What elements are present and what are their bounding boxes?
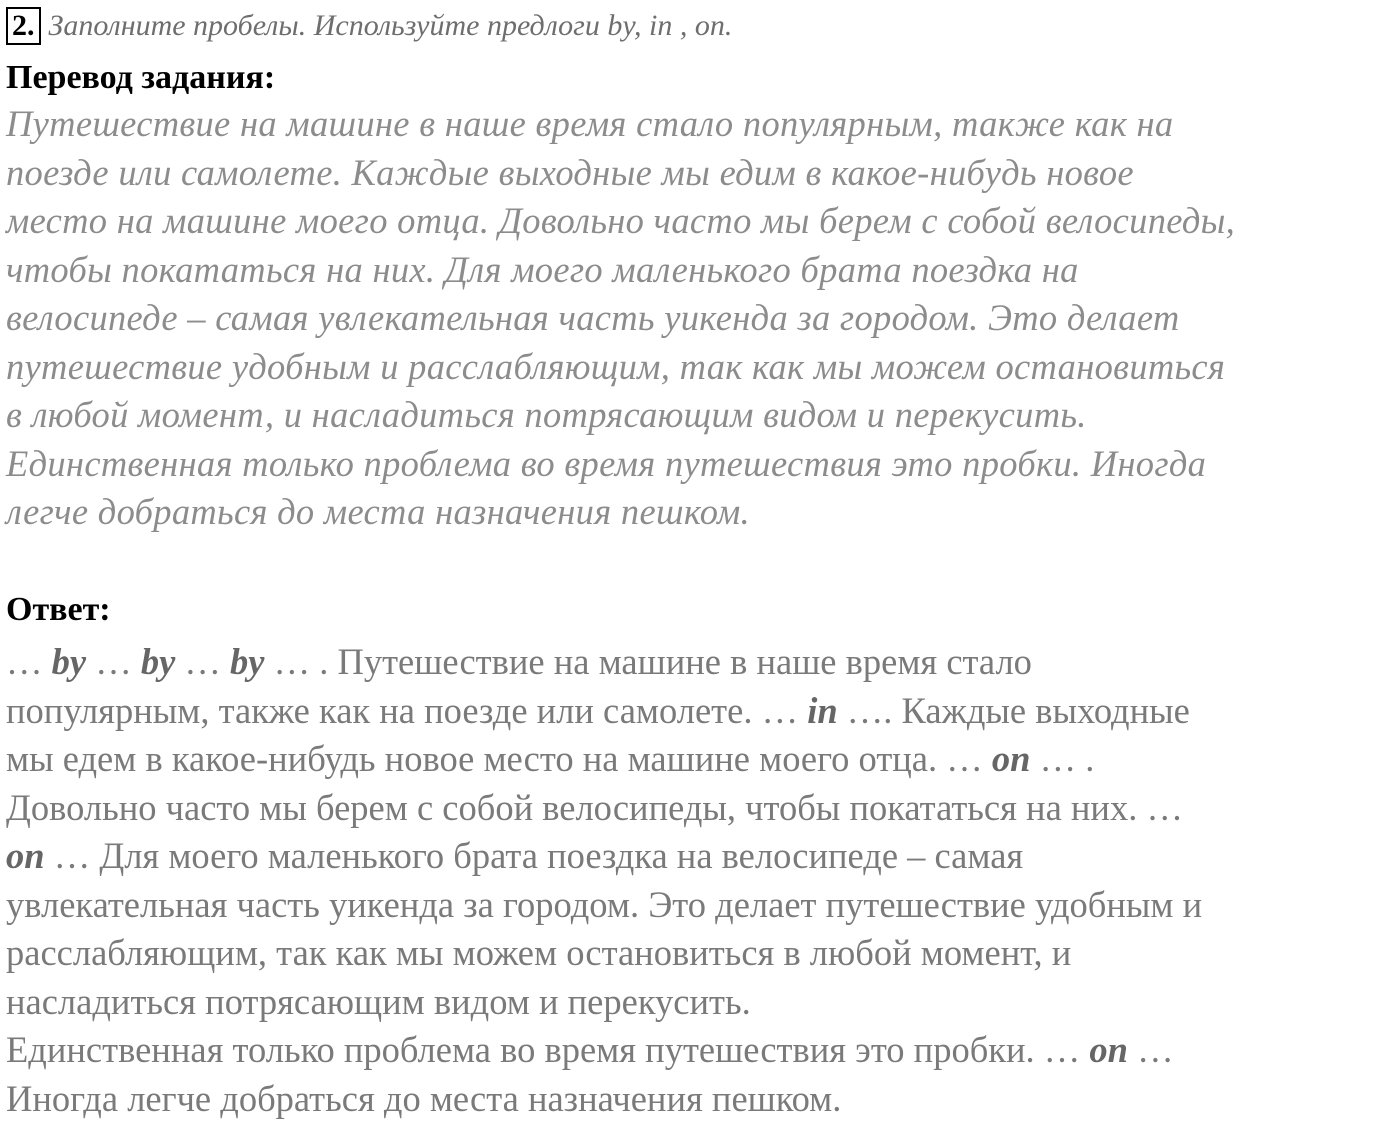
translation-line: Путешествие на машине в наше время стало популярным, также как на	[6, 100, 1398, 149]
answer-heading: Ответ:	[6, 590, 111, 630]
answer-line	[6, 1075, 1398, 1123]
answer-line	[6, 978, 1398, 1027]
answer-text	[6, 638, 1398, 1123]
answer-text-segment: Единственная только проблема во время путешествия это пробки. …	[6, 1029, 1089, 1070]
task-instruction: Заполните пробелы. Используйте предлоги by, in , on.	[49, 9, 733, 43]
answer-line	[6, 929, 1398, 978]
answer-preposition: by	[52, 641, 86, 682]
answer-preposition: by	[141, 641, 175, 682]
translation-line: чтобы покататься на них. Для моего маленького брата поездка на	[6, 246, 1398, 295]
task-header	[6, 6, 732, 46]
answer-line	[6, 881, 1398, 930]
translation-line: в любой момент, и насладиться потрясающим видом и перекусить.	[6, 391, 1398, 440]
answer-preposition: by	[230, 641, 264, 682]
answer-line	[6, 832, 1398, 881]
translation-line: велосипеде – самая увлекательная часть уикенда за городом. Это делает	[6, 294, 1398, 343]
answer-text-segment: мы едем в какое-нибудь новое место на машине моего отца. …	[6, 738, 992, 779]
answer-text-segment: …	[6, 641, 52, 682]
task-number: 2.	[6, 7, 41, 45]
answer-text-segment: …	[175, 641, 230, 682]
answer-text-segment: … . Путешествие на машине в наше время стало	[264, 641, 1031, 682]
translation-heading: Перевод задания:	[6, 58, 275, 98]
translation-line: поезде или самолете. Каждые выходные мы едим в какое-нибудь новое	[6, 149, 1398, 198]
translation-line: Единственная только проблема во время путешествия это пробки. Иногда	[6, 440, 1398, 489]
answer-text-segment: Иногда легче добраться до места назначения пешком.	[6, 1078, 841, 1119]
answer-text-segment: Довольно часто мы берем с собой велосипеды, чтобы покататься на них. …	[6, 787, 1183, 828]
answer-line	[6, 638, 1398, 687]
answer-text-segment: насладиться потрясающим видом и перекусить.	[6, 981, 751, 1022]
answer-line	[6, 784, 1398, 833]
answer-line	[6, 735, 1398, 784]
answer-text-segment: увлекательная часть уикенда за городом. Это делает путешествие удобным и	[6, 884, 1202, 925]
answer-preposition: in	[807, 690, 837, 731]
answer-line	[6, 687, 1398, 736]
answer-text-segment: расслабляющим, так как мы можем остановиться в любой момент, и	[6, 932, 1071, 973]
translation-line: место на машине моего отца. Довольно часто мы берем с собой велосипеды,	[6, 197, 1398, 246]
answer-line	[6, 1026, 1398, 1075]
answer-text-segment: … .	[1030, 738, 1094, 779]
answer-text-segment: …	[1128, 1029, 1174, 1070]
translation-line: путешествие удобным и расслабляющим, так как мы можем остановиться	[6, 343, 1398, 392]
answer-text-segment: …. Каждые выходные	[838, 690, 1190, 731]
answer-preposition: on	[6, 835, 45, 876]
answer-text-segment: … Для моего маленького брата поездка на велосипеде – самая	[45, 835, 1024, 876]
answer-text-segment: …	[86, 641, 141, 682]
answer-preposition: on	[992, 738, 1031, 779]
answer-preposition: on	[1089, 1029, 1128, 1070]
translation-line: легче добраться до места назначения пешком.	[6, 488, 1398, 537]
translation-text	[6, 100, 1398, 537]
answer-text-segment: популярным, также как на поезде или самолете. …	[6, 690, 807, 731]
